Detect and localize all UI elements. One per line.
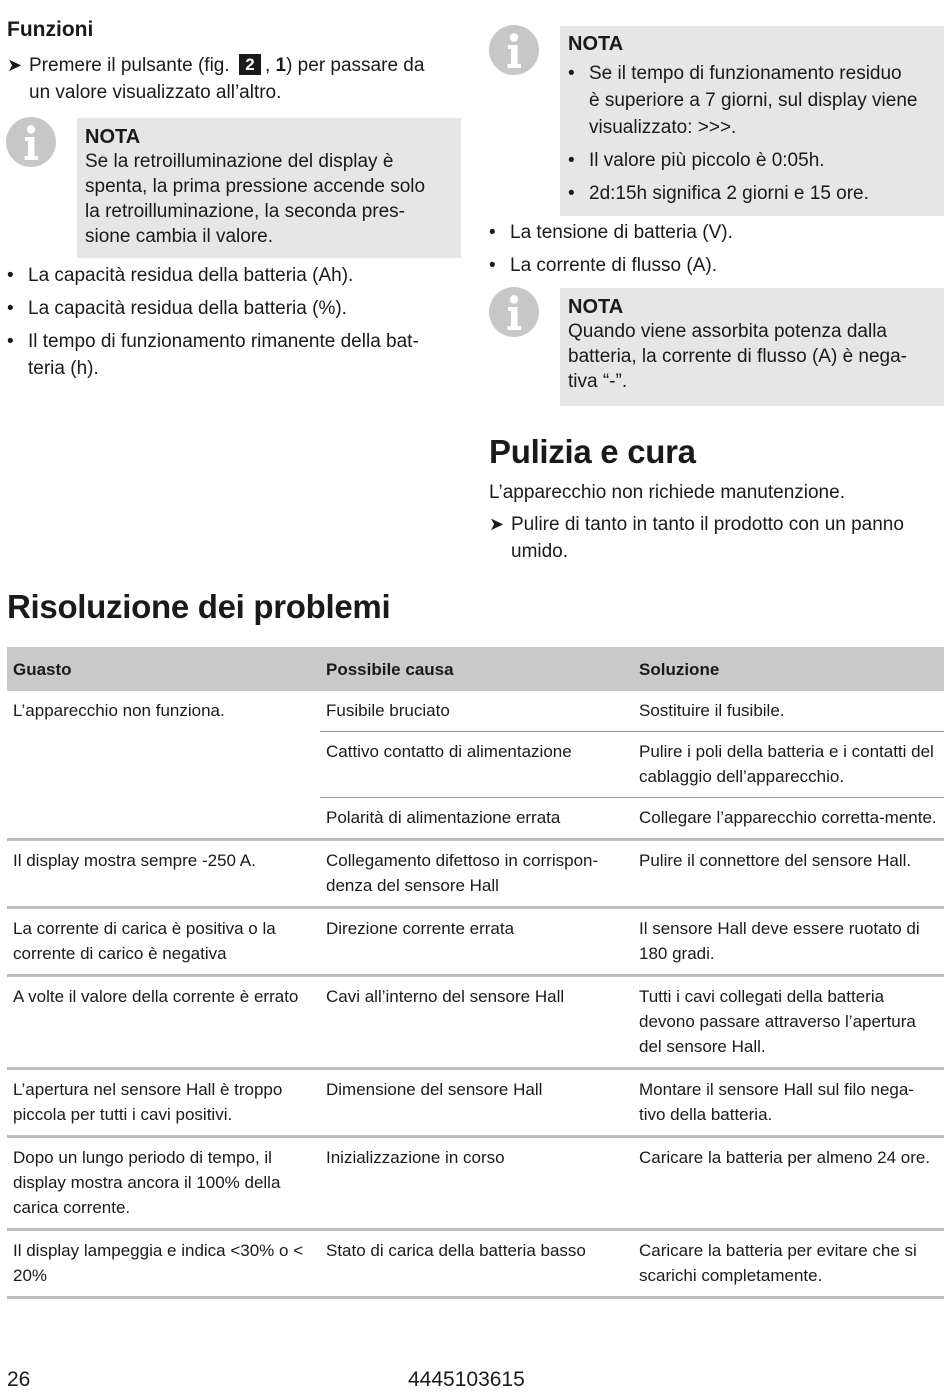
note-line: la retroilluminazione, la seconda pres-	[85, 201, 405, 222]
arrow-icon: ➤	[489, 514, 505, 534]
cell-fault: L’apertura nel sensore Hall è troppo piccola per tutti i cavi positivi.	[7, 1069, 320, 1137]
note-item-text: 2d:15h significa 2 giorni e 15 ore.	[589, 183, 869, 204]
cell-cause: Polarità di alimentazione errata	[320, 798, 633, 840]
bullet-icon: •	[489, 255, 496, 276]
note-list-item	[568, 147, 936, 174]
cell-fault: Il display lampeggia e indica <30% o < 20%	[7, 1230, 320, 1298]
note-item-text: Se il tempo di funzionamento residuo	[589, 63, 902, 84]
bullet-icon: •	[7, 331, 14, 352]
section-heading-troubleshooting: Risoluzione dei problemi	[7, 588, 391, 625]
step-text: Premere il pulsante (fig.	[29, 55, 230, 76]
column-header-solution: Soluzione	[633, 647, 944, 691]
cell-solution: Caricare la batteria per almeno 24 ore.	[633, 1137, 944, 1230]
list-item-text: La corrente di flusso (A).	[510, 255, 717, 276]
note-title: NOTA	[85, 126, 141, 148]
table-row	[7, 908, 944, 976]
note-list-item	[568, 180, 936, 207]
info-icon	[6, 117, 56, 167]
value-list	[7, 262, 457, 388]
cell-cause: Inizializzazione in corso	[320, 1137, 633, 1230]
note-item-text: è superiore a 7 giorni, sul display viene	[589, 90, 918, 111]
table-row	[7, 976, 944, 1069]
note-line: tiva “-”.	[568, 371, 628, 392]
bullet-icon: •	[568, 183, 575, 204]
table-header-row	[7, 647, 944, 691]
cell-cause: Dimensione del sensore Hall	[320, 1069, 633, 1137]
bullet-icon: •	[568, 63, 575, 84]
care-step-text-cont: umido.	[511, 541, 569, 562]
cell-cause: Stato di carica della batteria basso	[320, 1230, 633, 1298]
troubleshooting-table	[7, 647, 944, 1299]
cell-cause: Direzione corrente errata	[320, 908, 633, 976]
list-item	[7, 295, 457, 322]
instruction-step	[7, 52, 457, 106]
table-row	[7, 1137, 944, 1230]
section-heading-funzioni: Funzioni	[7, 18, 94, 41]
column-header-cause: Possibile causa	[320, 647, 633, 691]
list-item	[7, 328, 457, 382]
item-number: 1	[275, 55, 287, 76]
note-item-text: Il valore più piccolo è 0:05h.	[589, 150, 825, 171]
cell-solution: Tutti i cavi collegati della batteria devono passare attraverso l’apertura del sensore Hall.	[633, 976, 944, 1069]
cell-solution: Montare il sensore Hall sul filo nega-tivo della batteria.	[633, 1069, 944, 1137]
info-icon	[489, 287, 539, 337]
list-item-text-cont: teria (h).	[28, 358, 99, 379]
list-item	[7, 262, 457, 289]
info-icon	[489, 25, 539, 75]
arrow-icon: ➤	[7, 55, 23, 75]
value-list-right	[489, 219, 944, 285]
list-item	[489, 219, 944, 246]
figure-reference: 2	[239, 54, 261, 75]
cell-solution: Caricare la batteria per evitare che si scarichi completamente.	[633, 1230, 944, 1298]
step-text-line2: un valore visualizzato all’altro.	[29, 82, 282, 103]
note-title: NOTA	[568, 33, 624, 55]
list-item-text: La tensione di batteria (V).	[510, 222, 733, 243]
cell-fault: L’apparecchio non funziona.	[7, 691, 320, 840]
note-box-runtime	[560, 26, 944, 216]
note-box-backlight	[77, 118, 461, 258]
cell-fault: Il display mostra sempre -250 A.	[7, 840, 320, 908]
bullet-icon: •	[568, 150, 575, 171]
note-list-item	[568, 60, 936, 141]
care-text: L’apparecchio non richiede manutenzione.	[489, 482, 845, 503]
table-row	[7, 691, 944, 732]
table-row	[7, 840, 944, 908]
care-step	[489, 511, 944, 565]
bullet-icon: •	[7, 298, 14, 319]
note-line: spenta, la prima pressione accende solo	[85, 176, 426, 197]
care-step-text: Pulire di tanto in tanto il prodotto con un panno	[511, 514, 904, 535]
cell-fault: Dopo un lungo periodo di tempo, il display mostra ancora il 100% della carica corrente.	[7, 1137, 320, 1230]
note-list	[568, 60, 936, 207]
note-line: sione cambia il valore.	[85, 226, 273, 247]
cell-solution: Il sensore Hall deve essere ruotato di 180 gradi.	[633, 908, 944, 976]
table-row	[7, 1069, 944, 1137]
note-title: NOTA	[568, 296, 624, 318]
list-item-text: La capacità residua della batteria (%).	[28, 298, 347, 319]
cell-solution: Pulire i poli della batteria e i contatti del cablaggio dell’apparecchio.	[633, 732, 944, 798]
step-text-end: ) per passare da	[286, 55, 425, 76]
document-code: 4445103615	[408, 1368, 525, 1391]
cell-fault: A volte il valore della corrente è errato	[7, 976, 320, 1069]
note-line: Quando viene assorbita potenza dalla	[568, 321, 888, 342]
note-item-text: visualizzato: >>>.	[589, 117, 737, 138]
cell-cause: Cattivo contatto di alimentazione	[320, 732, 633, 798]
bullet-icon: •	[489, 222, 496, 243]
table-row	[7, 1230, 944, 1298]
cell-cause: Collegamento difettoso in corrispon-denza del sensore Hall	[320, 840, 633, 908]
section-heading-care: Pulizia e cura	[489, 433, 696, 470]
page-number: 26	[7, 1368, 31, 1391]
cell-fault: La corrente di carica è positiva o la corrente di carico è negativa	[7, 908, 320, 976]
cell-cause: Fusibile bruciato	[320, 691, 633, 732]
note-line: batteria, la corrente di flusso (A) è nega-	[568, 346, 908, 367]
column-header-fault: Guasto	[7, 647, 320, 691]
cell-solution: Pulire il connettore del sensore Hall.	[633, 840, 944, 908]
step-text-sep: ,	[264, 55, 276, 76]
note-box-current	[560, 288, 944, 406]
list-item-text: La capacità residua della batteria (Ah).	[28, 265, 354, 286]
list-item-text: Il tempo di funzionamento rimanente della bat-	[28, 331, 419, 352]
cell-solution: Sostituire il fusibile.	[633, 691, 944, 732]
list-item	[489, 252, 944, 279]
note-line: Se la retroilluminazione del display è	[85, 151, 394, 172]
cell-solution: Collegare l’apparecchio corretta-mente.	[633, 798, 944, 840]
cell-cause: Cavi all’interno del sensore Hall	[320, 976, 633, 1069]
bullet-icon: •	[7, 265, 14, 286]
